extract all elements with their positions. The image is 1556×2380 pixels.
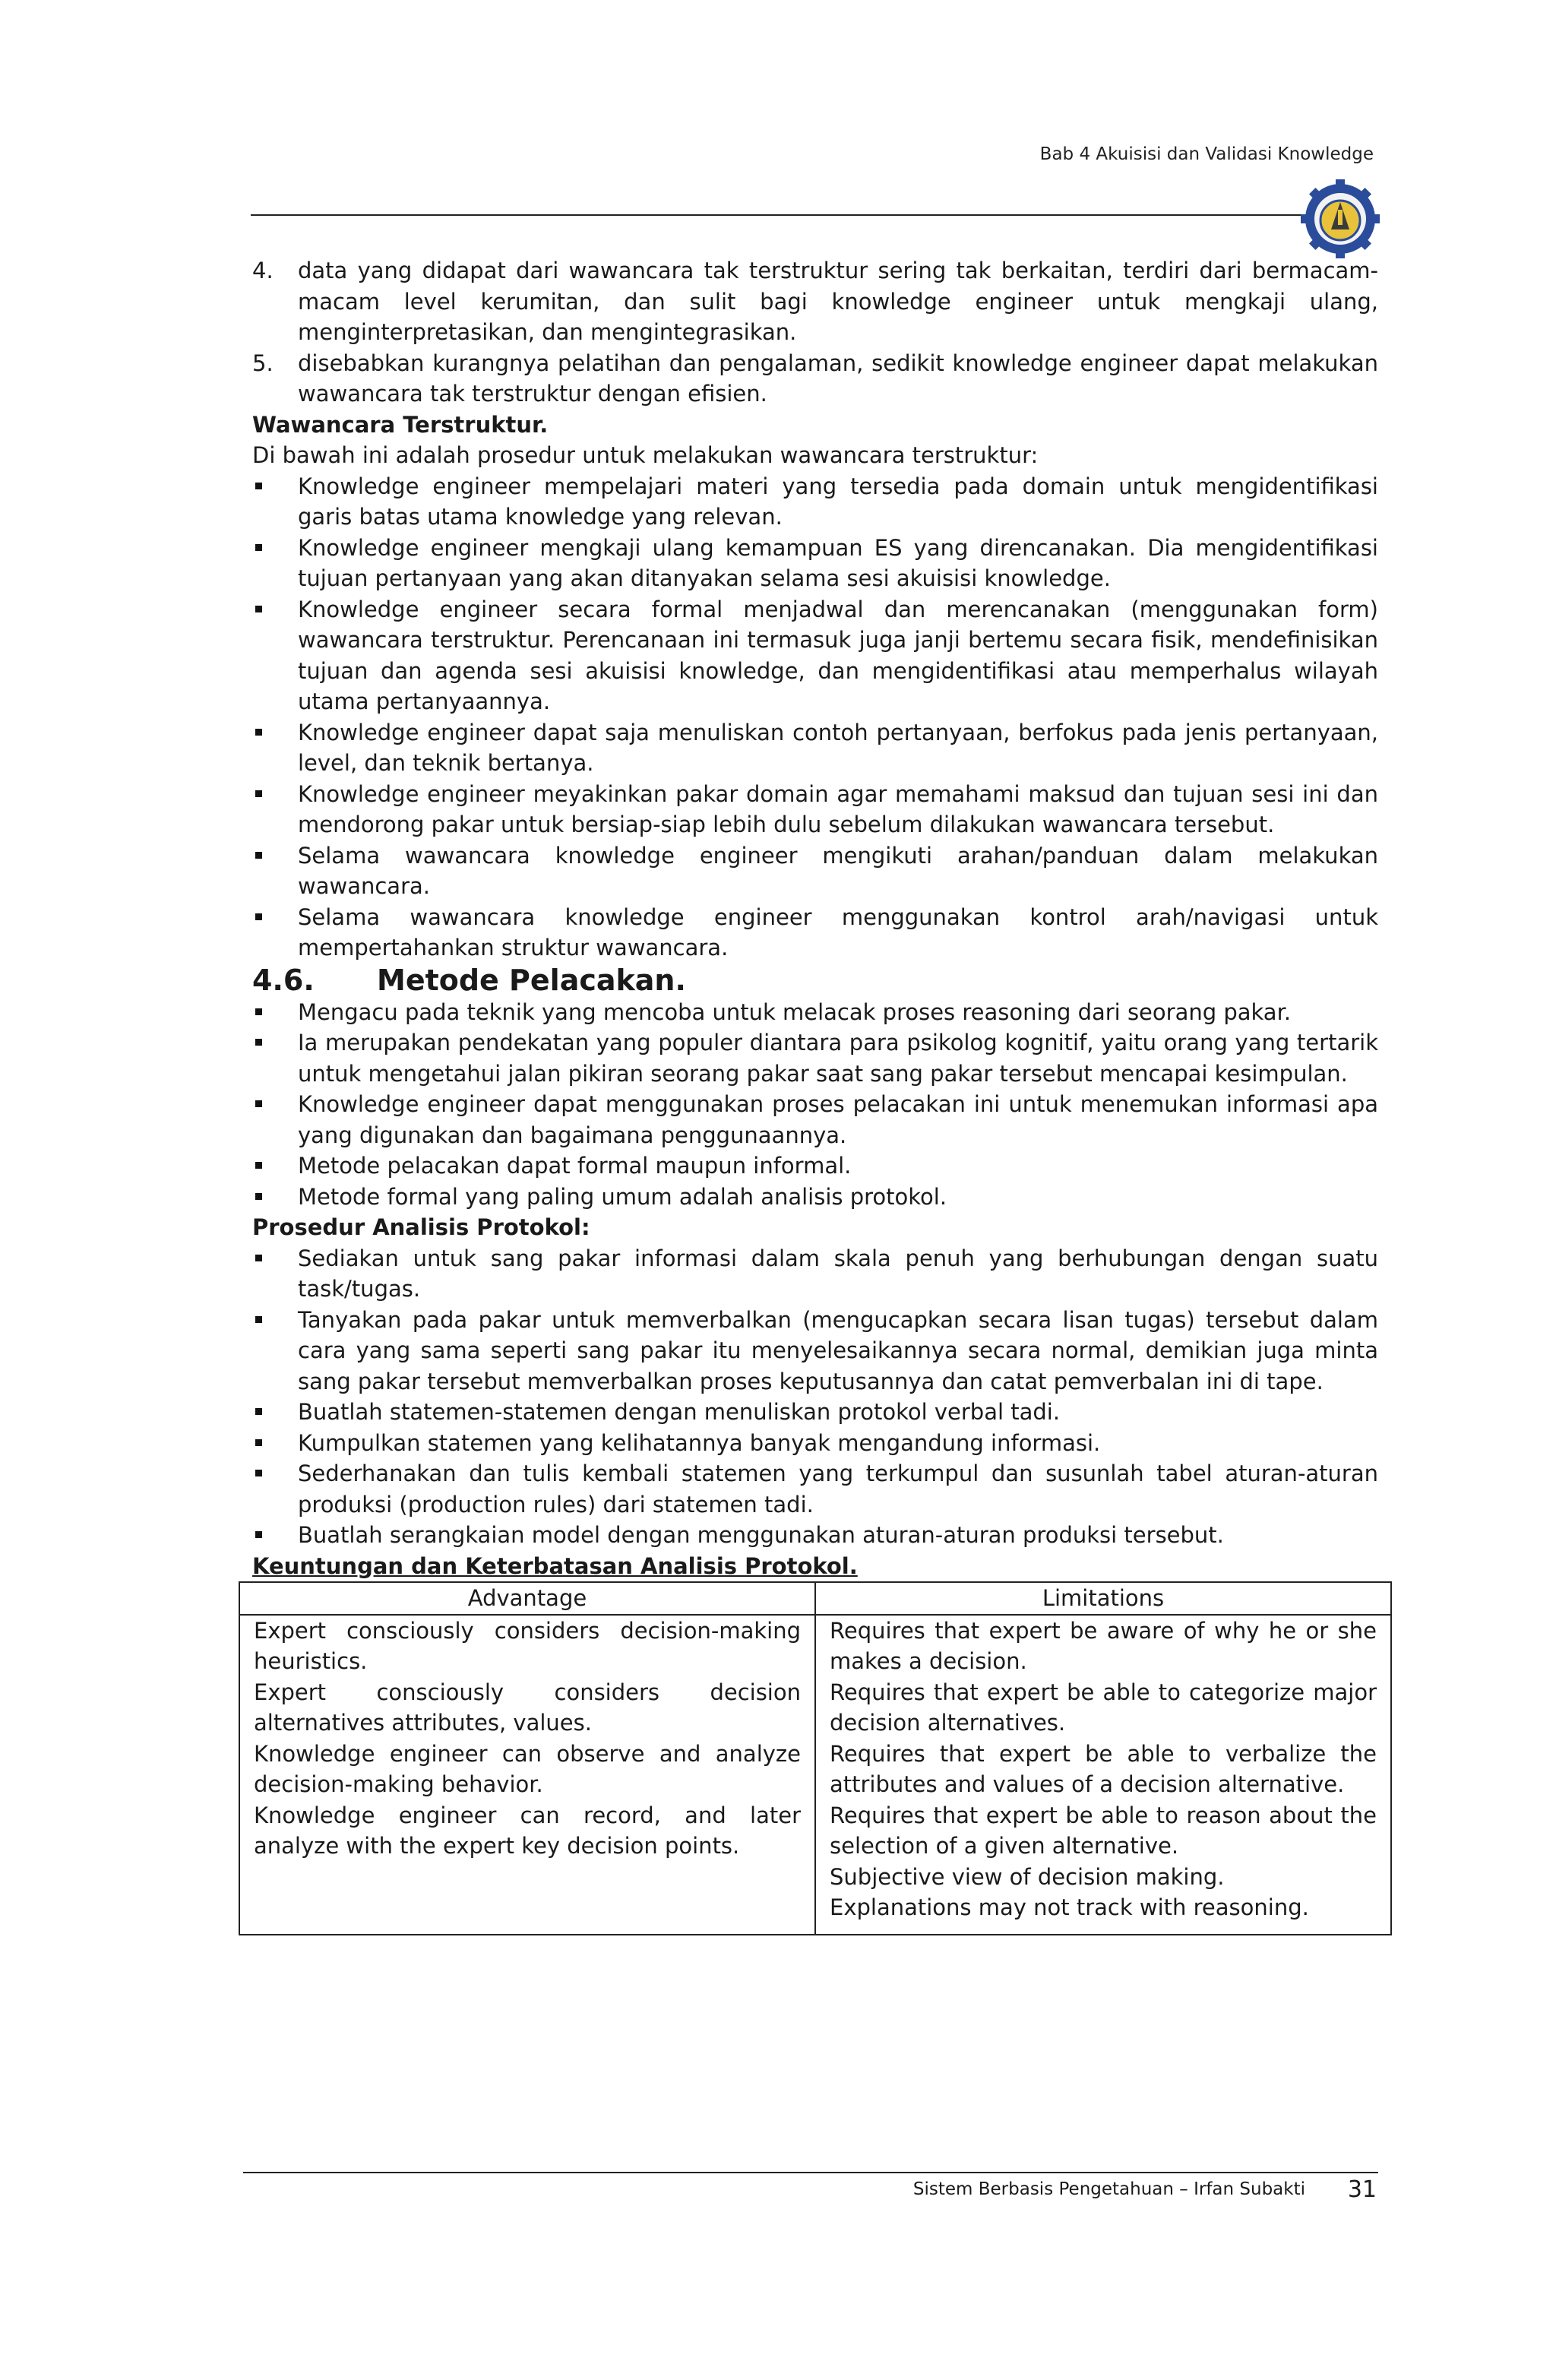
- advantage-item: Knowledge engineer can record, and later analyze with the expert key decision points.: [254, 1802, 801, 1859]
- list-item: Knowledge engineer dapat saja menuliskan contoh pertanyaan, berfokus pada jenis pertanyaan, level, dan teknik bertanya.: [252, 717, 1378, 779]
- table-row: [239, 1615, 1391, 1935]
- list-item: [252, 348, 1378, 410]
- item-text: data yang didapat dari wawancara tak terstruktur sering tak berkaitan, terdiri dari bermacam-macam level kerumitan, dan sulit bagi knowledge engineer untuk mengkaji ulang, menginterpretasikan, dan mengintegrasikan.: [298, 258, 1378, 345]
- item-number: 5.: [252, 350, 274, 376]
- table-header-row: [239, 1582, 1391, 1615]
- list-item: Mengacu pada teknik yang mencoba untuk melacak proses reasoning dari seorang pakar.: [252, 997, 1378, 1028]
- table-caption: Keuntungan dan Keterbatasan Analisis Protokol.: [252, 1552, 858, 1579]
- list-item: Ia merupakan pendekatan yang populer diantara para psikolog kognitif, yaitu orang yang tertarik untuk mengetahui jalan pikiran seorang pakar saat sang pakar tersebut mencapai kesimpulan.: [252, 1027, 1378, 1089]
- list-item: Metode pelacakan dapat formal maupun informal.: [252, 1150, 1378, 1182]
- limitation-item: Requires that expert be able to categorize major decision alternatives.: [830, 1679, 1377, 1736]
- limitation-item: Subjective view of decision making.: [830, 1863, 1225, 1890]
- list-item: Metode formal yang paling umum adalah analisis protokol.: [252, 1182, 1378, 1213]
- list-item: Kumpulkan statemen yang kelihatannya banyak mengandung informasi.: [252, 1428, 1378, 1459]
- advantages-cell: [239, 1615, 815, 1935]
- limitation-item: Explanations may not track with reasoning.: [830, 1894, 1309, 1920]
- section-title: Metode Pelacakan.: [377, 963, 686, 997]
- protocol-bullet-list: [252, 1243, 1378, 1551]
- main-content: [252, 255, 1378, 1935]
- column-header-advantage: Advantage: [239, 1582, 815, 1615]
- limitations-cell: [815, 1615, 1391, 1935]
- list-item: Knowledge engineer dapat menggunakan proses pelacakan ini untuk menemukan informasi apa yang digunakan dan bagaimana penggunaannya.: [252, 1089, 1378, 1150]
- item-number: 4.: [252, 258, 274, 283]
- section-heading: [252, 964, 1378, 997]
- limitation-item: Requires that expert be aware of why he or she makes a decision.: [830, 1617, 1377, 1674]
- item-text: disebabkan kurangnya pelatihan dan pengalaman, sedikit knowledge engineer dapat melakukan wawancara tak terstruktur dengan efisien.: [298, 350, 1378, 407]
- list-item: Selama wawancara knowledge engineer mengikuti arahan/panduan dalam melakukan wawancara.: [252, 840, 1378, 902]
- list-item: Knowledge engineer meyakinkan pakar domain agar memahami maksud dan tujuan sesi ini dan mendorong pakar untuk bersiap-siap lebih dulu sebelum dilakukan wawancara tersebut.: [252, 779, 1378, 840]
- column-header-limitations: Limitations: [815, 1582, 1391, 1615]
- list-item: Buatlah serangkaian model dengan menggunakan aturan-aturan produksi tersebut.: [252, 1520, 1378, 1551]
- footer-text: Sistem Berbasis Pengetahuan – Irfan Subakti: [912, 2179, 1305, 2199]
- footer-divider: [243, 2172, 1378, 2173]
- advantage-item: Knowledge engineer can observe and analyze decision-making behavior.: [254, 1740, 801, 1797]
- list-item: Knowledge engineer mengkaji ulang kemampuan ES yang direncanakan. Dia mengidentifikasi tujuan pertanyaan yang akan ditanyakan selama sesi akuisisi knowledge.: [252, 533, 1378, 594]
- subheading-protocol-procedure: Prosedur Analisis Protokol:: [252, 1214, 590, 1240]
- numbered-list: [252, 255, 1378, 410]
- list-item: Sediakan untuk sang pakar informasi dalam skala penuh yang berhubungan dengan suatu task/tugas.: [252, 1243, 1378, 1305]
- running-header: Bab 4 Akuisisi dan Validasi Knowledge: [1039, 144, 1374, 164]
- advantage-item: Expert consciously considers decision-making heuristics.: [254, 1617, 801, 1674]
- institution-logo-icon: [1301, 179, 1380, 258]
- list-item: Knowledge engineer secara formal menjadwal dan merencanakan (menggunakan form) wawancara terstruktur. Perencanaan ini termasuk juga janji bertemu secara fisik, mendefinisikan tujuan dan agenda sesi akuisisi knowledge, dan mengidentifikasi atau memperhalus wilayah utama pertanyaannya.: [252, 594, 1378, 717]
- list-item: Sederhanakan dan tulis kembali statemen yang terkumpul dan susunlah tabel aturan-aturan produksi (production rules) dari statemen tadi.: [252, 1458, 1378, 1520]
- list-item: Tanyakan pada pakar untuk memverbalkan (mengucapkan secara lisan tugas) tersebut dalam cara yang sama seperti sang pakar itu menyelesaikannya secara normal, demikian juga minta sang pakar tersebut memverbalkan proses keputusannya dan catat pemverbalan ini di tape.: [252, 1305, 1378, 1397]
- page-number: 31: [1347, 2176, 1377, 2203]
- header-divider: [251, 214, 1307, 216]
- subheading-structured-interview: Wawancara Terstruktur.: [252, 411, 549, 438]
- limitation-item: Requires that expert be able to reason about the selection of a given alternative.: [830, 1802, 1377, 1859]
- list-item: Buatlah statemen-statemen dengan menuliskan protokol verbal tadi.: [252, 1397, 1378, 1428]
- tracing-bullet-list: [252, 997, 1378, 1213]
- limitation-item: Requires that expert be able to verbalize the attributes and values of a decision alternative.: [830, 1740, 1377, 1797]
- structured-intro: Di bawah ini adalah prosedur untuk melakukan wawancara terstruktur:: [252, 442, 1039, 468]
- advantages-limitations-table: [239, 1581, 1392, 1935]
- list-item: Knowledge engineer mempelajari materi yang tersedia pada domain untuk mengidentifikasi garis batas utama knowledge yang relevan.: [252, 471, 1378, 533]
- advantage-item: Expert consciously considers decision alternatives attributes, values.: [254, 1679, 801, 1736]
- structured-bullet-list: [252, 471, 1378, 964]
- section-number: 4.6.: [252, 963, 315, 997]
- list-item: Selama wawancara knowledge engineer menggunakan kontrol arah/navigasi untuk mempertahankan struktur wawancara.: [252, 902, 1378, 964]
- list-item: [252, 255, 1378, 348]
